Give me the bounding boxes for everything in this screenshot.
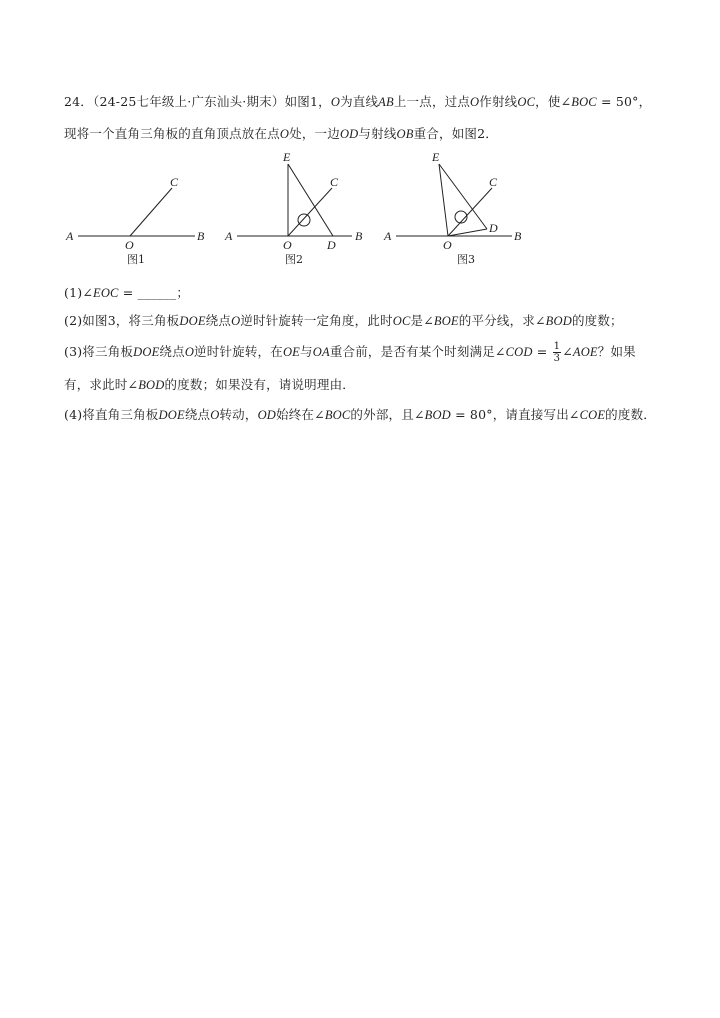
var: OC — [517, 95, 536, 109]
var: OC — [392, 314, 411, 328]
var: ∠BOD — [413, 408, 451, 422]
text: (2)如图3，将三角板 — [64, 313, 180, 328]
text: 有，求此时 — [64, 377, 128, 392]
text: 为直线 — [340, 94, 379, 109]
fig1-label-a: A — [66, 229, 74, 243]
var: ∠COE — [568, 408, 606, 422]
fig2-label-o: O — [283, 238, 292, 252]
fig1-caption: 图1 — [127, 253, 145, 266]
fig3-caption: 图3 — [457, 253, 475, 266]
fig2-edge-ed — [288, 164, 333, 236]
text: = — [532, 344, 552, 359]
text: ， — [638, 94, 652, 109]
text: 作射线 — [479, 94, 518, 109]
var: OA — [312, 345, 330, 359]
text: 逆时针旋转，在 — [194, 344, 283, 359]
var: O — [210, 408, 220, 422]
problem-number: 24． — [64, 94, 94, 109]
question-4 — [64, 405, 656, 423]
fig3-label-d: D — [489, 221, 498, 235]
var: O — [231, 314, 241, 328]
question-3-line-1 — [64, 341, 636, 364]
text: 是 — [410, 313, 424, 328]
text: 绕点 — [159, 344, 185, 359]
var: AB — [378, 95, 394, 109]
text: 的平分线，求 — [458, 313, 535, 328]
var: ∠BOC — [560, 95, 597, 109]
fig3-label-b: B — [514, 229, 522, 243]
fig3-label-a: A — [384, 229, 392, 243]
fraction-denominator: 3 — [553, 353, 561, 364]
text: ，使 — [535, 94, 561, 109]
fig2-ray-oc — [288, 188, 332, 236]
fig2-label-a: A — [225, 229, 233, 243]
var: DOE — [133, 345, 160, 359]
var: ∠BOD — [127, 378, 165, 392]
var: DOE — [179, 314, 206, 328]
fraction — [553, 341, 562, 364]
text: 转动， — [219, 407, 258, 422]
text: 绕点 — [184, 407, 211, 422]
text: 始终在 — [276, 407, 315, 422]
question-2 — [64, 311, 623, 329]
text: 上一点，过点 — [393, 94, 471, 109]
fig3-label-c: C — [489, 175, 498, 189]
var: O — [279, 127, 290, 141]
var: OD — [257, 408, 277, 422]
fig2-hole — [298, 214, 310, 226]
var: O — [184, 345, 195, 359]
var: ∠COD — [494, 345, 533, 359]
text: 重合前，是否有某个时刻满足 — [329, 344, 495, 359]
text: 如图1， — [284, 94, 331, 109]
fig3-label-e: E — [432, 150, 440, 164]
fig2-caption: 图2 — [285, 253, 303, 266]
fig1-label-o: O — [125, 238, 134, 252]
text: 重合，如图2． — [413, 126, 498, 141]
fig1-label-b: B — [197, 229, 205, 243]
text: = 50° — [596, 94, 639, 109]
var: OB — [396, 127, 414, 141]
text: ，请直接写出 — [492, 407, 569, 422]
var: ∠BOD — [534, 314, 572, 328]
text: ？如果 — [597, 344, 636, 359]
question-1 — [64, 283, 189, 301]
problem-source: （24-25七年级上·广东汕头·期末） — [93, 94, 285, 109]
fig2-label-c: C — [330, 175, 339, 189]
text: 的度数． — [605, 407, 656, 422]
text: 的度数； — [571, 313, 623, 328]
fig2-label-e: E — [283, 150, 291, 164]
text: (1) — [64, 285, 83, 300]
fig1-label-c: C — [170, 175, 179, 189]
fig1-ray-oc — [130, 188, 172, 236]
text: 绕点 — [205, 313, 232, 328]
var: ∠BOC — [314, 408, 351, 422]
fig2-label-d: D — [327, 238, 336, 252]
var: DOE — [158, 408, 185, 422]
text: 与 — [300, 344, 313, 359]
fraction-numerator: 1 — [553, 341, 561, 352]
text: 的度数；如果没有，请说明理由． — [164, 377, 355, 392]
text: (4)将直角三角板 — [64, 407, 159, 422]
text: 与射线 — [358, 126, 397, 141]
figures — [0, 0, 720, 280]
answer-blank: = ______； — [118, 285, 190, 300]
text: 逆时针旋转一定角度，此时 — [240, 313, 393, 328]
text: 的外部，且 — [350, 407, 414, 422]
var: O — [470, 95, 480, 109]
var: OE — [282, 345, 301, 359]
fig3-label-o: O — [443, 238, 452, 252]
var: ∠AOE — [562, 345, 598, 359]
fig2-label-b: B — [355, 229, 363, 243]
text: 现将一个直角三角板的直角顶点放在点 — [64, 126, 280, 141]
text: 处，一边 — [289, 126, 340, 141]
var: O — [330, 95, 341, 109]
text: (3)将三角板 — [64, 344, 134, 359]
var: ∠EOC — [82, 286, 119, 300]
var: ∠BOE — [423, 314, 459, 328]
var: OD — [339, 127, 359, 141]
question-3-line-2 — [64, 375, 355, 393]
text: = 80° — [450, 407, 493, 422]
